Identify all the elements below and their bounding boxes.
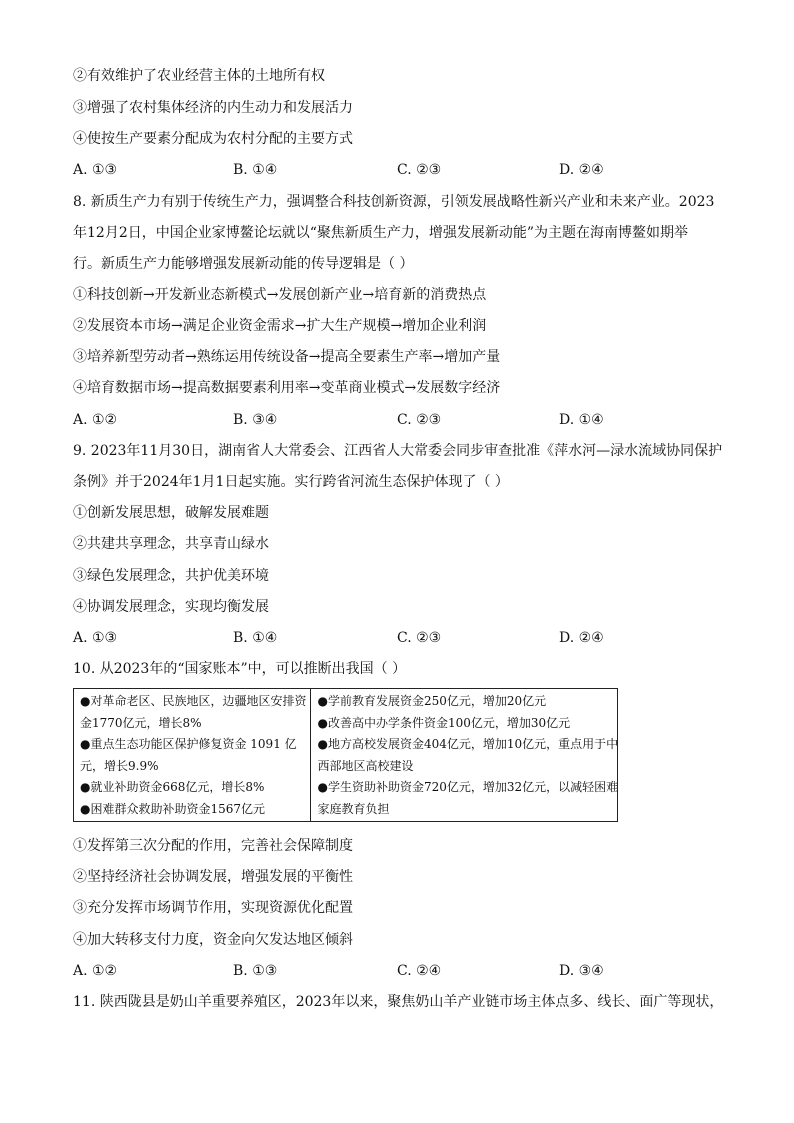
q9-option-b[interactable]: B. ①④: [233, 630, 278, 646]
q8-option-b[interactable]: B. ③④: [233, 412, 278, 428]
q9-item-3: ③绿色发展理念，共护优美环境: [73, 568, 269, 584]
budget-table-cell: ●学前教育发展资金250亿元，增加20亿元: [317, 694, 547, 708]
q9-stem-line-1: 9. 2023年11月30日，湖南省人大常委会、江西省人大常委会同步审查批准《萍水河—渌水流域协同保护: [73, 443, 723, 459]
q8-options: [73, 410, 673, 430]
q9-item-1: ①创新发展思想，破解发展难题: [73, 505, 269, 521]
q7-item-2: ②有效维护了农业经营主体的土地所有权: [73, 68, 325, 84]
q10-item-3: ③充分发挥市场调节作用，实现资源优化配置: [73, 900, 353, 916]
budget-table-cell: 金1770亿元，增长8%: [80, 715, 202, 730]
q10-option-c[interactable]: C. ②④: [397, 963, 442, 979]
q9-options: [73, 628, 673, 648]
q8-item-2: ②发展资本市场→满足企业资金需求→扩大生产规模→增加企业利润: [73, 318, 487, 334]
q7-option-a[interactable]: A. ①③: [73, 162, 118, 178]
q8-stem-line-3: 行。新质生产力能够增强发展新动能的传导逻辑是（ ）: [73, 256, 414, 272]
q7-option-c[interactable]: C. ②③: [397, 162, 442, 178]
budget-table-cell: ●学生资助补助资金720亿元，增加32亿元，以减轻困难: [317, 780, 619, 794]
q7-item-3: ③增强了农村集体经济的内生动力和发展活力: [73, 100, 353, 116]
q9-option-c[interactable]: C. ②③: [397, 630, 442, 646]
q10-options: [73, 961, 673, 981]
q9-stem-line-2: 条例》并于2024年1月1日起实施。实行跨省河流生态保护体现了（ ）: [73, 474, 509, 490]
q7-options: [73, 160, 673, 180]
q8-item-4: ④培育数据市场→提高数据要素利用率→变革商业模式→发展数字经济: [73, 380, 501, 396]
q10-item-1: ①发挥第三次分配的作用，完善社会保障制度: [73, 838, 353, 854]
budget-table-left-column: [74, 689, 311, 821]
q10-stem: 10. 从2023年的“国家账本”中，可以推断出我国（ ）: [73, 661, 407, 677]
q8-option-a[interactable]: A. ①②: [73, 412, 118, 428]
q10-item-4: ④加大转移支付力度，资金向欠发达地区倾斜: [73, 932, 353, 948]
budget-table-right-column: [311, 689, 622, 821]
budget-table-cell: 元，增长9.9%: [80, 758, 159, 773]
q7-item-4: ④使按生产要素分配成为农村分配的主要方式: [73, 131, 353, 147]
budget-table-cell: 西部地区高校建设: [317, 758, 414, 773]
budget-table-cell: ●对革命老区、民族地区，边疆地区安排资: [80, 694, 307, 708]
budget-table-cell: 家庭教育负担: [317, 801, 390, 816]
q9-item-4: ④协调发展理念，实现均衡发展: [73, 599, 269, 615]
q9-option-a[interactable]: A. ①③: [73, 630, 118, 646]
budget-table: [73, 688, 618, 822]
q10-option-b[interactable]: B. ①③: [233, 963, 278, 979]
q8-option-c[interactable]: C. ②③: [397, 412, 442, 428]
q10-item-2: ②坚持经济社会协调发展，增强发展的平衡性: [73, 869, 353, 885]
budget-table-cell: ●困难群众救助补助资金1567亿元: [80, 801, 266, 816]
budget-table-cell: ●就业补助资金668亿元，增长8%: [80, 780, 265, 794]
budget-table-cell: ●地方高校发展资金404亿元，增加10亿元，重点用于中: [317, 737, 619, 751]
q11-stem: 11. 陕西陇县是奶山羊重要养殖区，2023年以来，聚焦奶山羊产业链市场主体点多、线长、面广等现状，: [73, 994, 724, 1010]
q7-option-d[interactable]: D. ②④: [559, 162, 604, 178]
q10-option-d[interactable]: D. ③④: [559, 963, 604, 979]
budget-table-cell: ●重点生态功能区保护修复资金 1091 亿: [80, 737, 297, 751]
q9-option-d[interactable]: D. ②④: [559, 630, 604, 646]
q9-item-2: ②共建共享理念，共享青山绿水: [73, 536, 269, 552]
q8-stem-line-1: 8. 新质生产力有别于传统生产力，强调整合科技创新资源，引领发展战略性新兴产业和未来产业。2023: [73, 194, 715, 210]
q7-option-b[interactable]: B. ①④: [233, 162, 278, 178]
budget-table-cell: ●改善高中办学条件资金100亿元，增加30亿元: [317, 715, 571, 730]
q8-item-3: ③培养新型劳动者→熟练运用传统设备→提高全要素生产率→增加产量: [73, 349, 501, 365]
q10-option-a[interactable]: A. ①②: [73, 963, 118, 979]
q8-item-1: ①科技创新→开发新业态新模式→发展创新产业→培育新的消费热点: [73, 287, 487, 303]
q8-option-d[interactable]: D. ①④: [559, 412, 604, 428]
q8-stem-line-2: 年12月2日，中国企业家博鳌论坛就以“聚焦新质生产力，增强发展新动能”为主题在海南博鳌如期举: [73, 225, 689, 241]
